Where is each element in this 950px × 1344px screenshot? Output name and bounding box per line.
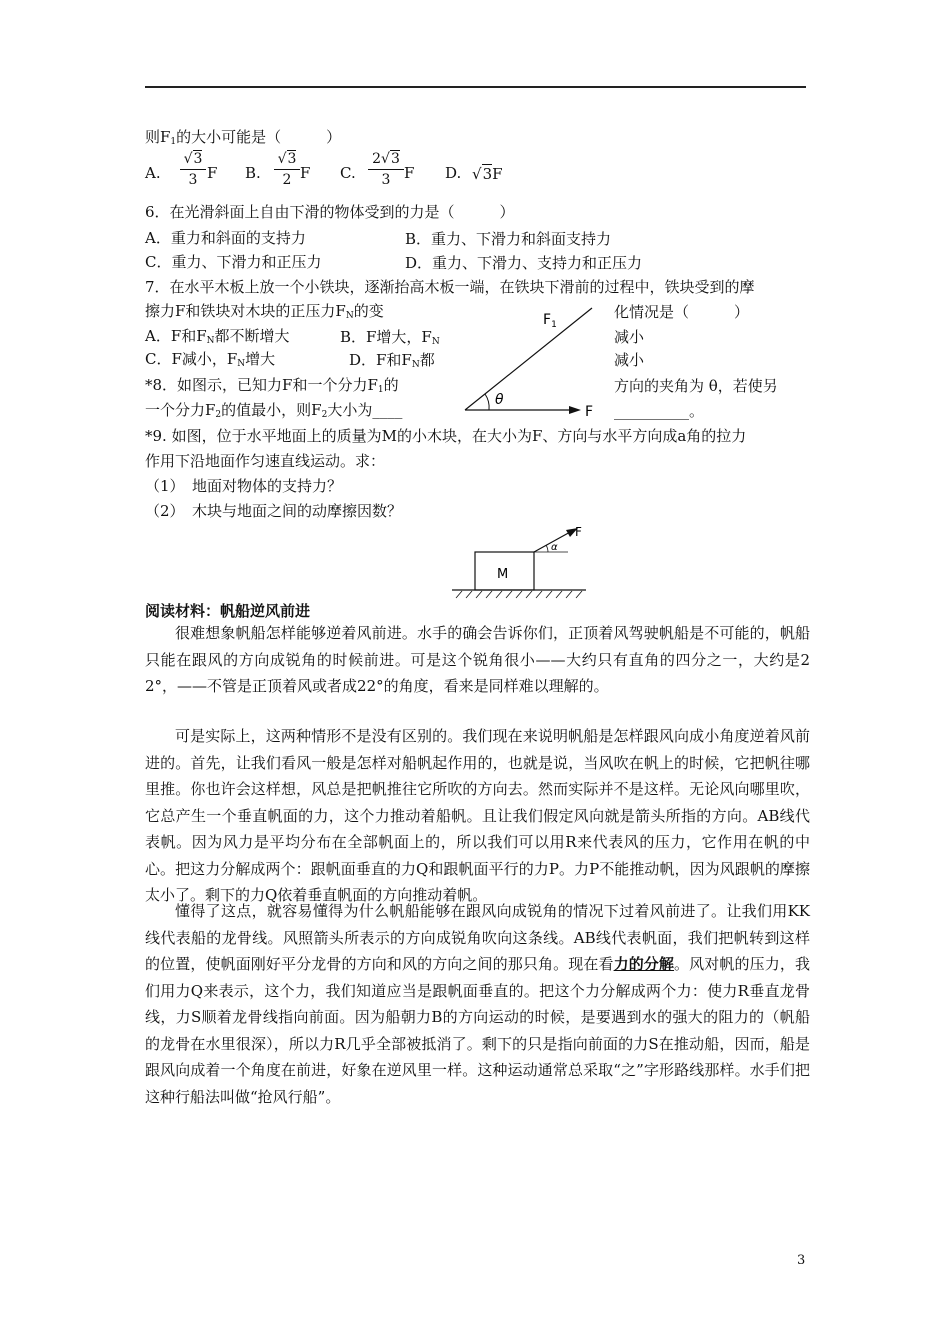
reading-paragraph-3: 懂得了这点，就容易懂得为什么帆船能够在跟风向成锐角的情况下过着风前进了。让我们用KK线代表船的龙骨线。风照箭头所表示的方向成锐角吹向这条线。AB线代表帆面，我们把帆转到这样的位置，使帆面刚好平分龙骨的方向和风的方向之间的那只角。现在看力的分解。风对帆的压力，我们用力Q来表示，这个力，我们知道应当是跟帆面垂直的。把这个力分解成两个力：使力R垂直龙骨线，力S顺着龙骨线指向前面。因为船朝力B的方向运动的时候，是要遇到水的强大的阻力的（帆船的龙骨在水里很深），所以力R几乎全部被抵消了。剩下的只是指向前面的力S在推动船，因而，船是跟风向成着一个角度在前进，好象在逆风里一样。这种运动通常总采取“之”字形路线那样。水手们把这种行船法叫做“抢风行船”。 <box>145 902 810 1106</box>
theta-arc <box>485 394 489 410</box>
q9-sub2: （2） 木块与地面之间的动摩擦因数？ <box>145 502 403 520</box>
q8-line1-right: 方向的夹角为 θ，若使另 <box>614 377 778 395</box>
q7-option-d: D．F和$F_N$都 <box>349 351 435 370</box>
q8-line1: *8．如图示，已知力F和一个分力$F_1$的 <box>145 376 399 395</box>
q7-option-b: B．F增大，$F_N$ <box>340 328 440 347</box>
block-label: M <box>497 567 509 582</box>
q5-option-b-label: B. <box>245 164 261 182</box>
q8-line2: 一个分力$F_2$的值最小，则$F_2$大小为____ <box>145 401 403 420</box>
q9-sub1: （1） 地面对物体的支持力？ <box>145 477 343 495</box>
block-diagram <box>448 520 590 602</box>
q7-option-a: A．F和$F_N$都不断增大 <box>145 327 290 346</box>
pull-force-label: F <box>575 525 582 539</box>
f1-line <box>465 308 592 410</box>
q7-stem-line2-right: 化情况是（ ） <box>614 303 750 321</box>
q5-option-d-value: √3F <box>472 165 503 183</box>
q5-option-d-label: D. <box>445 164 462 182</box>
q5-option-b-fraction: √3 2 <box>274 150 300 188</box>
q6-option-b: B．重力、下滑力和斜面支持力 <box>405 230 612 248</box>
q5-stem: 则$F_1$的大小可能是（ ） <box>145 128 342 147</box>
f1-label: $F_1$ <box>543 312 557 330</box>
reading-paragraph-1: 很难想象帆船怎样能够逆着风前进。水手的确会告诉你们，正顶着风驾驶帆船是不可能的，帆船只能在跟风的方向成锐角的时候前进。可是这个锐角很小——大约只有直角的四分之一，大约是22°，——不管是正顶着风或者成22°的角度，看来是同样难以理解的。 <box>145 624 810 695</box>
force-diagram <box>455 300 605 425</box>
reading-paragraph-2: 可是实际上，这两种情形不是没有区别的。我们现在来说明帆船是怎样跟风向成小角度逆着风前进的。首先，让我们看风一般是怎样对船帆起作用的，也就是说，当风吹在帆上的时候，它把帆往哪里推。你也许会这样想，风总是把帆推往它所吹的方向去。然而实际并不是这样。无论风向哪里吹，它总产生一个垂直帆面的力，这个力推动着船帆。且让我们假定风向就是箭头所指的方向。AB线代表帆。因为风力是平均分布在全部帆面上的，所以我们可以用R来代表风的压力，它作用在帆的中心。把这力分解成两个：跟帆面垂直的力Q和跟帆面平行的力P。力P不能推动帆，因为风跟帆的摩擦太小了。剩下的力Q依着垂直帆面的方向推动着帆。 <box>145 727 810 904</box>
alpha-arc <box>546 545 548 552</box>
q7-option-b-right: 减小 <box>614 328 645 346</box>
q5-option-c-label: C. <box>340 164 356 182</box>
q6-option-a: A．重力和斜面的支持力 <box>145 229 306 247</box>
alpha-label: α <box>551 542 558 553</box>
q6-option-d: D．重力、下滑力、支持力和正压力 <box>405 254 643 272</box>
q7-stem-line2: 擦力F和铁块对木块的正压力$F_N$的变 <box>145 302 384 321</box>
q6-option-c: C．重力、下滑力和正压力 <box>145 253 322 271</box>
q9-line2: 作用下沿地面作匀速直线运动。求： <box>145 452 386 470</box>
page-number: 3 <box>797 1253 806 1268</box>
q7-option-c: C．F减小，$F_N$增大 <box>145 350 276 369</box>
q8-line2-right: __________。 <box>614 402 705 420</box>
f-arrowhead <box>569 406 581 414</box>
q6-stem: 6．在光滑斜面上自由下滑的物体受到的力是（ ） <box>145 203 515 221</box>
q9-line1: *9. 如图，位于水平地面上的质量为M的小木块，在大小为F、方向与水平方向成a角的拉力 <box>145 427 747 445</box>
q5-option-a-fraction: √3 3 <box>180 150 206 188</box>
q7-option-d-right: 减小 <box>614 351 645 369</box>
f-label: F <box>585 404 594 420</box>
q5-option-a-label: A. <box>145 164 161 182</box>
ground-hatching <box>456 591 582 598</box>
theta-label: θ <box>495 392 504 408</box>
reading-title: 阅读材料：帆船逆风前进 <box>145 602 311 620</box>
force-decomposition-link[interactable]: 力的分解 <box>613 955 675 973</box>
q7-stem-line1: 7．在水平木板上放一个小铁块，逐渐抬高木板一端，在铁块下滑前的过程中，铁块受到的摩 <box>145 278 755 296</box>
q5-option-c-fraction: 2√3 3 <box>368 150 404 188</box>
header-rule <box>145 86 806 88</box>
